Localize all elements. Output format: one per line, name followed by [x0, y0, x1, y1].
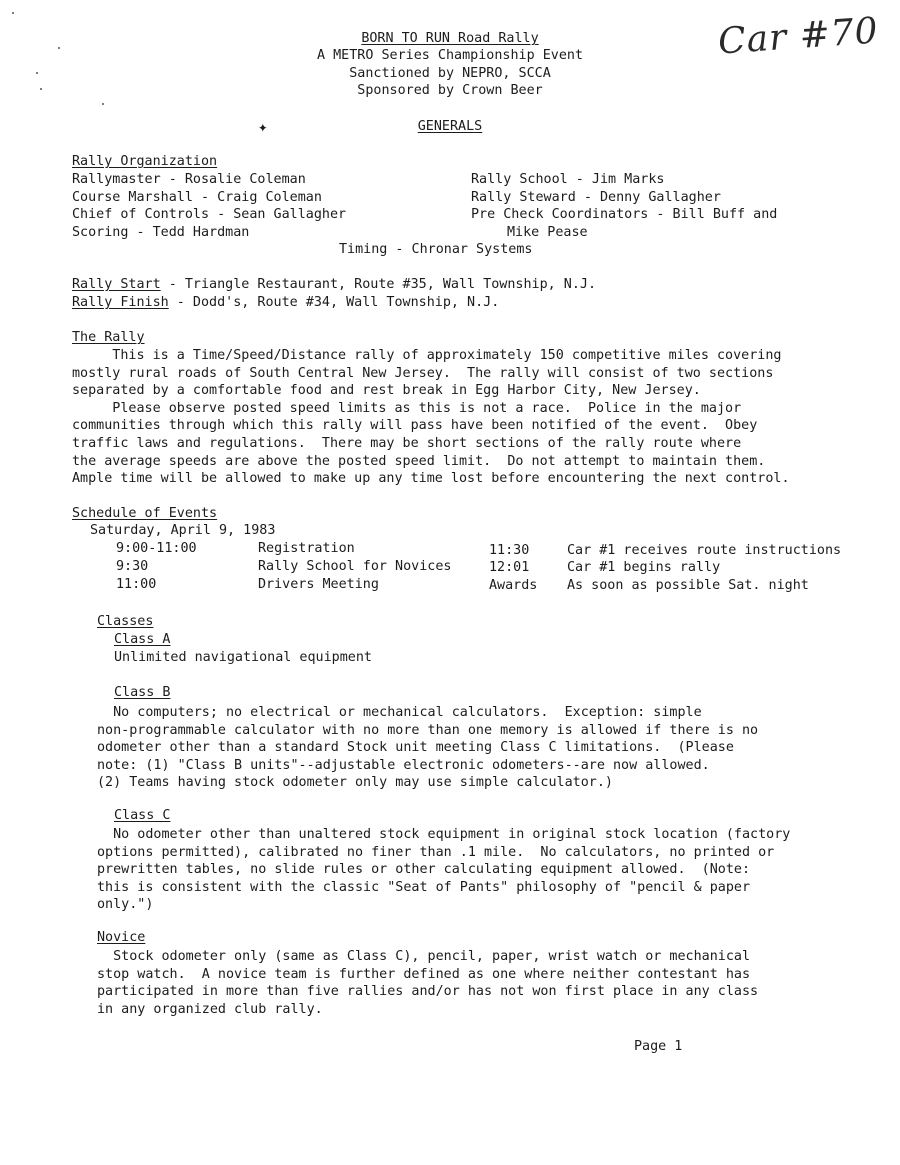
schedule-event: Rally School for Novices	[258, 559, 452, 574]
rally-finish-label: Rally Finish	[72, 295, 169, 310]
handwritten-car-number: Car #70	[716, 10, 880, 63]
ink-mark-icon: ✦	[258, 117, 268, 136]
class-c-line: No odometer other than unaltered stock equipment in original stock location (factory	[97, 827, 791, 842]
class-a-heading: Class A	[114, 632, 171, 647]
rally-paragraph-line: mostly rural roads of South Central New Jersey. The rally will consist of two sections	[72, 366, 774, 381]
rally-start-line	[72, 276, 596, 294]
schedule-time: 12:01	[489, 560, 530, 575]
org-left-item: Course Marshall - Craig Coleman	[72, 190, 322, 205]
schedule-date: Saturday, April 9, 1983	[90, 523, 276, 538]
schedule-event: Car #1 receives route instructions	[567, 543, 842, 558]
generals-heading: GENERALS	[417, 119, 483, 134]
org-left-item: Scoring - Tedd Hardman	[72, 225, 250, 240]
novice-line: stop watch. A novice team is further defined as one where neither contestant has	[97, 967, 751, 982]
page-number: Page 1	[634, 1039, 683, 1054]
rally-start-label: Rally Start	[72, 277, 161, 292]
rally-finish-text: - Dodd's, Route #34, Wall Township, N.J.	[168, 295, 500, 310]
rally-paragraph-line: Ample time will be allowed to make up any time lost before encountering the next control.	[72, 471, 790, 486]
scan-speck	[102, 103, 104, 105]
org-left-item: Rallymaster - Rosalie Coleman	[72, 172, 306, 187]
scan-speck	[12, 12, 14, 14]
series-line: A METRO Series Championship Event	[316, 48, 584, 63]
class-b-line: note: (1) "Class B units"--adjustable electronic odometers--are now allowed.	[97, 758, 710, 773]
schedule-event: Car #1 begins rally	[567, 560, 721, 575]
rally-title: BORN TO RUN Road Rally	[361, 31, 539, 46]
novice-line: participated in more than five rallies and/or has not won first place in any class	[97, 984, 759, 999]
org-right-item: Rally Steward - Denny Gallagher	[471, 190, 721, 205]
rally-paragraph-line: Please observe posted speed limits as this is not a race. Police in the major	[72, 401, 742, 416]
rally-paragraph-line: separated by a comfortable food and rest break in Egg Harbor City, New Jersey.	[72, 383, 701, 398]
the-rally-heading: The Rally	[72, 330, 145, 345]
schedule-time: 9:00-11:00	[116, 541, 197, 556]
class-a-text: Unlimited navigational equipment	[114, 650, 372, 665]
rally-paragraph-line: the average speeds are above the posted speed limit. Do not attempt to maintain them.	[72, 454, 766, 469]
class-c-heading: Class C	[114, 808, 171, 823]
rally-start-text: - Triangle Restaurant, Route #35, Wall Township, N.J.	[160, 277, 597, 292]
class-c-line: this is consistent with the classic "Seat of Pants" philosophy of "pencil & paper	[97, 880, 751, 895]
class-b-line: No computers; no electrical or mechanical calculators. Exception: simple	[97, 705, 702, 720]
rally-paragraph-line: traffic laws and regulations. There may be short sections of the rally route where	[72, 436, 742, 451]
schedule-event: Drivers Meeting	[258, 577, 379, 592]
class-c-line: prewritten tables, no slide rules or other calculating equipment allowed. (Note:	[97, 862, 751, 877]
schedule-time: 9:30	[116, 559, 149, 574]
class-b-line: odometer other than a standard Stock unit meeting Class C limitations. (Please	[97, 740, 734, 755]
schedule-event: As soon as possible Sat. night	[567, 578, 809, 593]
schedule-event: Registration	[258, 541, 355, 556]
classes-heading: Classes	[97, 614, 154, 629]
class-b-line: non-programmable calculator with no more than one memory is allowed if there is no	[97, 723, 759, 738]
org-right-item: Mike Pease	[507, 225, 588, 240]
schedule-time: 11:30	[489, 543, 530, 558]
novice-line: in any organized club rally.	[97, 1002, 323, 1017]
organization-heading: Rally Organization	[72, 154, 218, 169]
class-b-heading: Class B	[114, 685, 171, 700]
org-right-item: Rally School - Jim Marks	[471, 172, 665, 187]
sanction-line: Sanctioned by NEPRO, SCCA	[349, 66, 551, 81]
novice-line: Stock odometer only (same as Class C), pencil, paper, wrist watch or mechanical	[97, 949, 751, 964]
org-right-item: Pre Check Coordinators - Bill Buff and	[471, 207, 778, 222]
sponsor-line: Sponsored by Crown Beer	[357, 83, 543, 98]
class-b-line: (2) Teams having stock odometer only may use simple calculator.)	[97, 775, 613, 790]
org-left-item: Chief of Controls - Sean Gallagher	[72, 207, 347, 222]
rally-paragraph-line: This is a Time/Speed/Distance rally of approximately 150 competitive miles covering	[72, 348, 782, 363]
class-c-line: only.")	[97, 897, 154, 912]
novice-heading: Novice	[97, 930, 146, 945]
schedule-heading: Schedule of Events	[72, 506, 218, 521]
schedule-time: 11:00	[116, 577, 157, 592]
rally-finish-line	[72, 294, 499, 312]
schedule-time: Awards	[489, 578, 538, 593]
rally-paragraph-line: communities through which this rally will pass have been notified of the event. Obey	[72, 418, 758, 433]
class-c-line: options permitted), calibrated no finer than .1 mile. No calculators, no printed or	[97, 845, 775, 860]
timing-line: Timing - Chronar Systems	[339, 242, 533, 257]
